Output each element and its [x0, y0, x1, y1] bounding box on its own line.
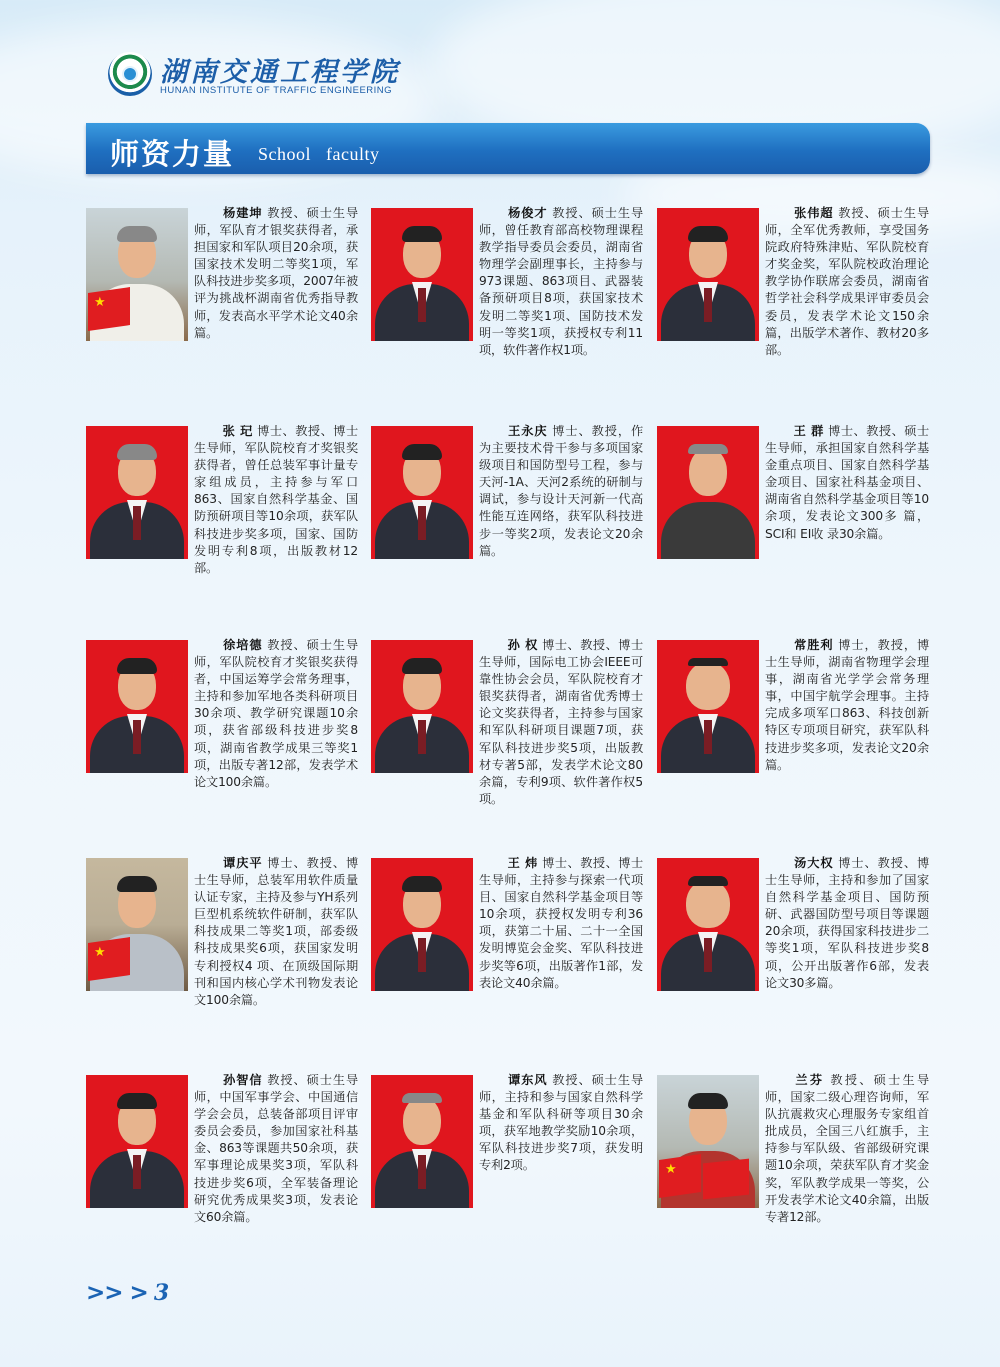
faculty-bio [479, 423, 643, 560]
faculty-bio [765, 1072, 929, 1226]
faculty-card [657, 208, 929, 408]
school-name-cn: 湖南交通工程学院 [160, 57, 400, 88]
faculty-photo [657, 208, 759, 341]
faculty-bio [479, 855, 643, 992]
faculty-photo [657, 426, 759, 559]
faculty-name: 谭庆平 [222, 856, 263, 870]
faculty-description: 博士、教授、博士生导师，国际电工协会IEEE可靠性协会会员，军队院校育才银奖获得者，湖南省优秀博士论文奖获得者，主持参与国家和军队科研项目课题7项，获军队科技进步奖5项，出版教材专著5部，发表学术论文80余篇，专利9项、软件著作权5项。 [479, 638, 643, 806]
faculty-description: 教授、硕士生导师，曾任教育部高校物理课程教学指导委员会委员，湖南省物理学会副理事长，主持参与973课题、863项目、武器装备预研项目8项，获国家技术发明二等奖1项、国防技术发明一等奖1项，获授权专利11项，软件著作权1项。 [479, 206, 643, 357]
faculty-bio [479, 1072, 643, 1175]
faculty-photo: ★ [86, 208, 188, 341]
page-arrows-icon: >> > [86, 1280, 148, 1306]
faculty-bio [194, 637, 358, 791]
faculty-bio [194, 423, 358, 577]
page-number: 3 [153, 1280, 170, 1306]
faculty-description: 教授、硕士生导师，主持和参与国家自然科学基金和军队科研等项目30余项，获军地教学奖励10余项，军队科技进步奖7项，获发明专利2项。 [479, 1073, 643, 1173]
faculty-card [657, 858, 929, 1058]
faculty-photo [657, 640, 759, 773]
page-footer [86, 1280, 169, 1306]
faculty-name: 杨建坤 [222, 206, 263, 220]
faculty-bio [765, 855, 929, 992]
faculty-card [86, 208, 358, 408]
faculty-card [657, 426, 929, 626]
faculty-name: 杨俊才 [507, 206, 548, 220]
faculty-card [371, 426, 643, 626]
faculty-name: 兰芬 [793, 1073, 825, 1087]
faculty-description: 博士、教授、博士生导师，主持和参加了国家自然科学基金项目、国防预研、武器国防型号项目等课题20余项，获得国家科技进步二等奖1项，军队科技进步奖8项，公开出版著作6部，发表论文30多篇。 [765, 856, 929, 990]
faculty-description: 博士、教授，作为主要技术骨干参与多项国家级项目和国防型号工程，参与天河-1A、天河2系统的研制与调试，参与设计天河新一代高性能互连网络，获军队科技进步一等奖2项，发表论文20余篇。 [479, 424, 643, 558]
faculty-card [657, 1075, 929, 1275]
faculty-bio [765, 637, 929, 774]
faculty-description: 教授、硕士生导师，中国军事学会、中国通信学会会员，总装备部项目评审委员会委员，参加国家社科基金、863等课题共50余项，获军事理论成果奖3项，军队科技进步奖6项，全军装备理论研究优秀成果奖3项，发表论文60余篇。 [194, 1073, 358, 1224]
faculty-description: 教授、硕士生导师，军队院校育才奖银奖获得者，中国运筹学会常务理事，主持和参加军地各类科研项目30余项、教学研究课题10余项，获省部级科技进步奖8项，湖南省教学成果三等奖1项，出版专著12部，发表学术论文100余篇。 [194, 638, 358, 789]
faculty-photo [371, 640, 473, 773]
faculty-card [371, 208, 643, 408]
faculty-description: 博士，教授，博士生导师，湖南省物理学会理事，湖南省光学学会常务理事，中国宇航学会理事。主持完成多项军口863、科技创新特区专项项目研究，获军队科技进步奖多项，发表论文20余篇。 [765, 638, 929, 772]
faculty-name: 孙智信 [222, 1073, 263, 1087]
school-name-en: HUNAN INSTITUTE OF TRAFFIC ENGINEERING [160, 85, 393, 96]
faculty-photo: ★ [657, 1075, 759, 1208]
faculty-photo [657, 858, 759, 991]
faculty-photo [86, 426, 188, 559]
faculty-card [371, 1075, 643, 1275]
faculty-photo [86, 640, 188, 773]
faculty-description: 教授、硕士生导师，国家二级心理咨询师，军队抗震救灾心理服务专家组首批成员，全国三八红旗手，主持参与军队级、省部级研究课题10余项，荣获军队育才奖金奖，军队教学成果一等奖，公开发表学术论文40余篇，出版专著12部。 [765, 1073, 930, 1224]
faculty-name: 张伟超 [793, 206, 834, 220]
faculty-description: 教授、硕士生导师，全军优秀教师，享受国务院政府特殊津贴、军队院校育才奖金奖，军队院校政治理论教学协作联席会委员，湖南省哲学社会科学成果评审委员会委员，发表学术论文150余篇，出版学术著作、教材20多部。 [765, 206, 929, 357]
faculty-description: 博士、教授、博士生导师，主持参与探索一代项目、国家自然科学基金项目等10余项，获授权发明专利36 项，获第二十届、二十一全国发明博览会金奖、军队科技进步奖等6项，出版著作1部，发表论文40余篇。 [479, 856, 643, 990]
faculty-card [371, 858, 643, 1058]
faculty-name: 张 玘 [222, 424, 253, 438]
faculty-bio [194, 1072, 358, 1226]
section-title-cn: 师资力量 [110, 137, 235, 171]
faculty-name: 谭东风 [507, 1073, 548, 1087]
faculty-description: 教授、硕士生导师，军队育才银奖获得者，承担国家和军队项目20余项，获国家技术发明二等奖1项，军队科技进步奖多项，2007年被评为挑战杯湖南省优秀指导教师，发表高水平学术论文40余篇。 [194, 206, 358, 340]
faculty-photo: ★ [86, 858, 188, 991]
faculty-name: 徐培德 [222, 638, 263, 652]
faculty-card [86, 1075, 358, 1275]
faculty-description: 博士、教授、硕士生导师，承担国家自然科学基金重点项目、国家自然科学基金项目、国家社科基金项目、湖南省自然科学基金项目等10余项，发表论文300多 篇， SCI和 EI收 录30余篇。 [765, 424, 929, 541]
faculty-photo [86, 1075, 188, 1208]
faculty-card [657, 640, 929, 840]
faculty-name: 王 群 [793, 424, 824, 438]
faculty-card [86, 640, 358, 840]
faculty-description: 博士、教授、博士生导师，军队院校育才奖银奖获得者，曾任总装军事计量专家组成员，主持参与军口863、国家自然科学基金、国防预研项目等10余项，获军队科技进步奖多项，国家、国防发明专利8项，出版教材12 部。 [194, 424, 358, 575]
school-logo [108, 50, 408, 100]
faculty-photo [371, 426, 473, 559]
faculty-card [86, 858, 358, 1058]
faculty-card [86, 426, 358, 626]
faculty-photo [371, 858, 473, 991]
faculty-bio [765, 205, 929, 359]
faculty-bio [479, 637, 643, 808]
faculty-name: 孙 权 [507, 638, 538, 652]
faculty-name: 常胜利 [793, 638, 834, 652]
section-title-en: School faculty [258, 144, 380, 164]
faculty-bio [194, 855, 358, 1009]
section-banner [86, 123, 930, 174]
faculty-name: 王永庆 [507, 424, 548, 438]
school-seal-icon [108, 52, 152, 96]
faculty-bio [479, 205, 643, 359]
faculty-photo [371, 208, 473, 341]
faculty-bio [194, 205, 358, 342]
faculty-description: 博士、教授、博士生导师，总装军用软件质量认证专家，主持及参与YH系列巨型机系统软件研制，获军队科技成果二等奖1项，部委级科技成果奖6项，获国家发明专利授权4 项、在顶级国际期刊和国内核心学术刊物发表论文100余篇。 [194, 856, 358, 1007]
faculty-card [371, 640, 643, 840]
faculty-bio [765, 423, 929, 543]
faculty-name: 汤大权 [793, 856, 834, 870]
faculty-name: 王 炜 [507, 856, 538, 870]
faculty-photo [371, 1075, 473, 1208]
